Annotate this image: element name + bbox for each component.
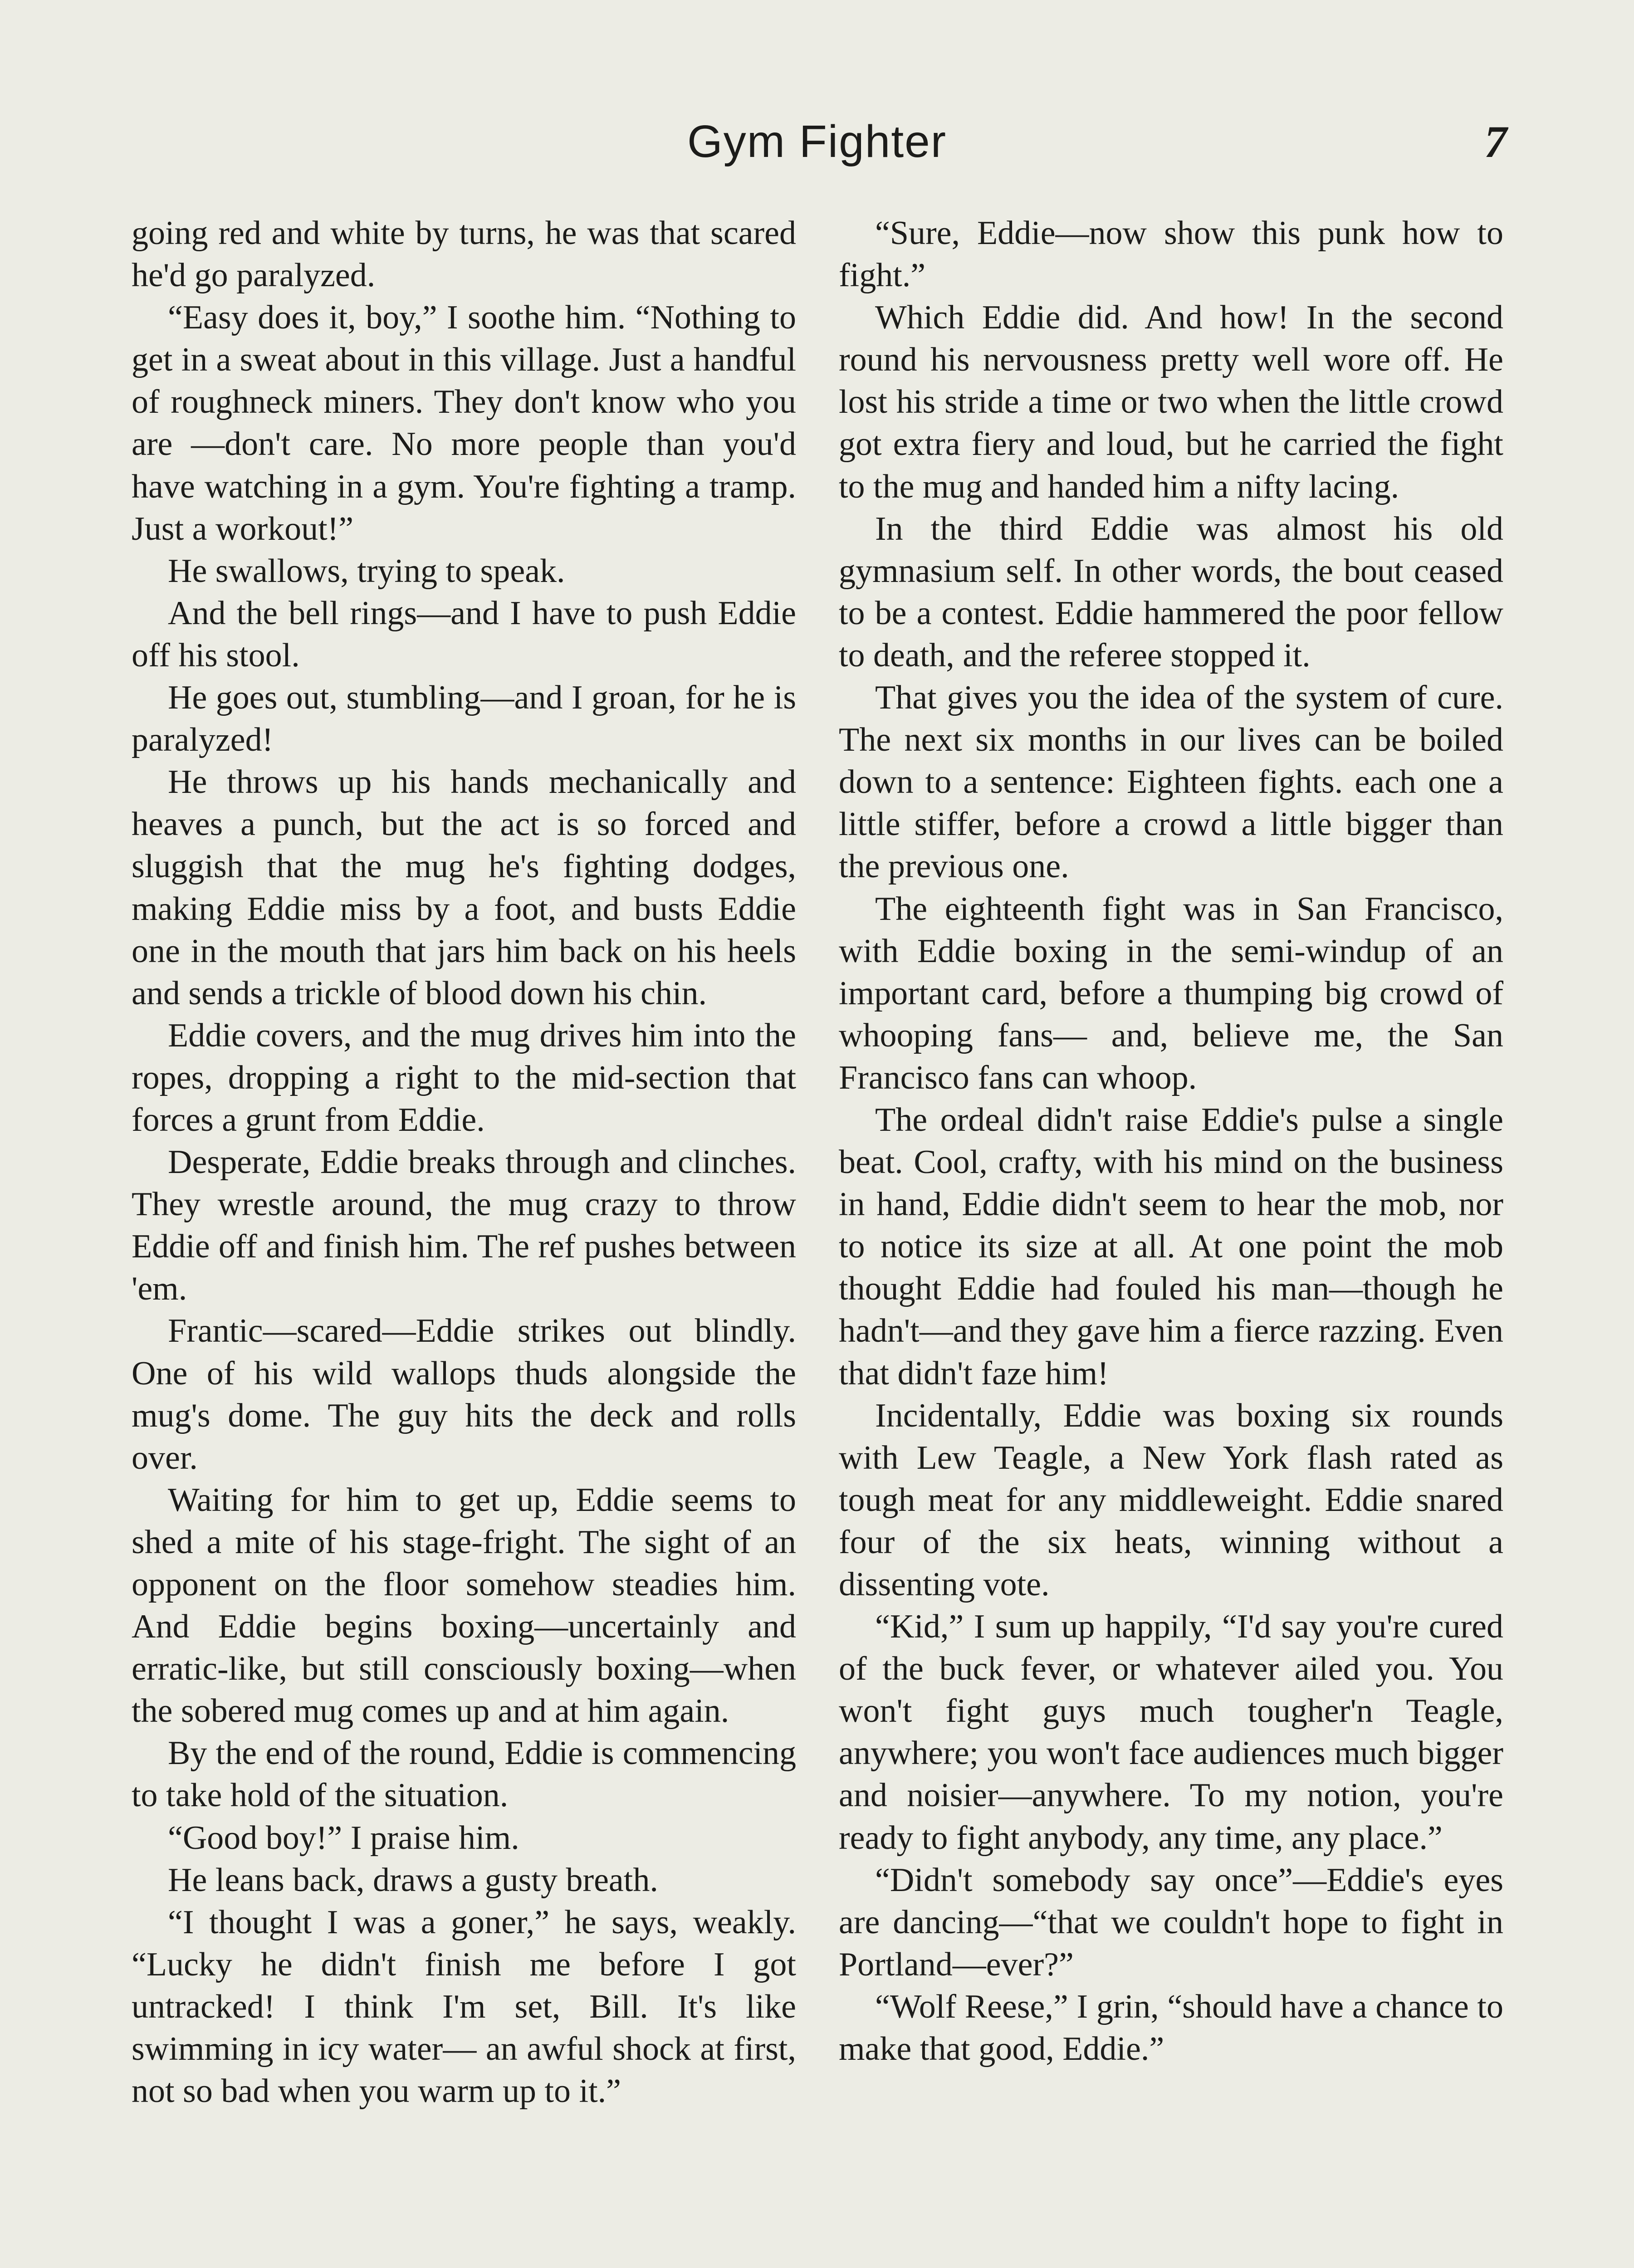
paragraph: In the third Eddie was almost his old gymnasium self. In other words, the bout ceased to be a contest. Eddie hammered the poor fellow to death, and the referee stopped it. [839, 510, 1503, 674]
paragraph: He goes out, stumbling—and I groan, for he is paralyzed! [132, 679, 796, 759]
paragraph: He swallows, trying to speak. [168, 552, 565, 590]
running-title: Gym Fighter [687, 116, 947, 167]
paragraph: “Didn't somebody say once”—Eddie's eyes are dancing—“that we couldn't hope to fight in Portland—ever?” [839, 1861, 1503, 1983]
page-header [0, 116, 1634, 179]
paragraph: Incidentally, Eddie was boxing six rounds with Lew Teagle, a New York flash rated as tough meat for any middleweight. Eddie snared four of the six heats, winning without a dissenting vote. [839, 1397, 1503, 1603]
paragraph: “I thought I was a goner,” he says, weakly. “Lucky he didn't finish me before I got untracked! I think I'm set, Bill. It's like swimming in icy water— an awful shock at first, not so bad when you warm up to it.” [132, 1903, 796, 2110]
page-number: 7 [1484, 117, 1507, 167]
paragraph: That gives you the idea of the system of cure. The next six months in our lives can be boiled down to a sentence: Eighteen fights. each one a little stiffer, before a crowd a little bigger than the previous one. [839, 679, 1503, 885]
paragraph: By the end of the round, Eddie is commencing to take hold of the situation. [132, 1735, 796, 1814]
paragraph: “Good boy!” I praise him. [168, 1819, 519, 1857]
paragraph: “Sure, Eddie—now show this punk how to fight.” [839, 215, 1503, 294]
paragraph: “Kid,” I sum up happily, “I'd say you're cured of the buck fever, or whatever ailed you. You won't fight guys much tougher'n Teagle, anywhere; you won't face audiences much bigger and noisier—anywhere. To my notion, you're ready to fight anybody, any time, any place.” [839, 1608, 1503, 1857]
paragraph: Waiting for him to get up, Eddie seems to shed a mite of his stage-fright. The sight of an opponent on the floor somehow steadies him. And Eddie begins boxing—uncertainly and erratic-like, but still consciously boxing—when the sobered mug comes up and at him again. [132, 1481, 796, 1730]
paragraph: The eighteenth fight was in San Francisco, with Eddie boxing in the semi-windup of an important card, before a thumping big crowd of whooping fans— and, believe me, the San Francisco fans can whoop. [839, 890, 1503, 1096]
right-column [839, 212, 1503, 2070]
paragraph: Frantic—scared—Eddie strikes out blindly. One of his wild wallops thuds alongside the mug's dome. The guy hits the deck and rolls over. [132, 1312, 796, 1476]
paragraph: going red and white by turns, he was that scared he'd go paralyzed. [132, 215, 796, 294]
paragraph: Which Eddie did. And how! In the second round his nervousness pretty well wore off. He lost his stride a time or two when the little crowd got extra fiery and loud, but he carried the fight to the mug and handed him a nifty lacing. [839, 299, 1503, 505]
paragraph: Desperate, Eddie breaks through and clinches. They wrestle around, the mug crazy to throw Eddie off and finish him. The ref pushes between 'em. [132, 1144, 796, 1308]
paragraph: “Wolf Reese,” I grin, “should have a chance to make that good, Eddie.” [839, 1988, 1503, 2068]
paragraph: He throws up his hands mechanically and heaves a punch, but the act is so forced and sluggish that the mug he's fighting dodges, making Eddie miss by a foot, and busts Eddie one in the mouth that jars him back on his heels and sends a trickle of blood down his chin. [132, 763, 796, 1012]
paragraph: And the bell rings—and I have to push Eddie off his stool. [132, 594, 796, 674]
left-column [132, 212, 796, 2112]
paragraph: He leans back, draws a gusty breath. [168, 1861, 658, 1899]
paragraph: “Easy does it, boy,” I soothe him. “Nothing to get in a sweat about in this village. Just a handful of roughneck miners. They don't know who you are —don't care. No more people than you'd have watching in a gym. You're fighting a tramp. Just a workout!” [132, 299, 796, 547]
paragraph: Eddie covers, and the mug drives him into the ropes, dropping a right to the mid-section that forces a grunt from Eddie. [132, 1017, 796, 1139]
paragraph: The ordeal didn't raise Eddie's pulse a single beat. Cool, crafty, with his mind on the business in hand, Eddie didn't seem to hear the mob, nor to notice its size at all. At one point the mob thought Eddie had fouled his man—though he hadn't—and they gave him a fierce razzing. Even that didn't faze him! [839, 1101, 1503, 1392]
